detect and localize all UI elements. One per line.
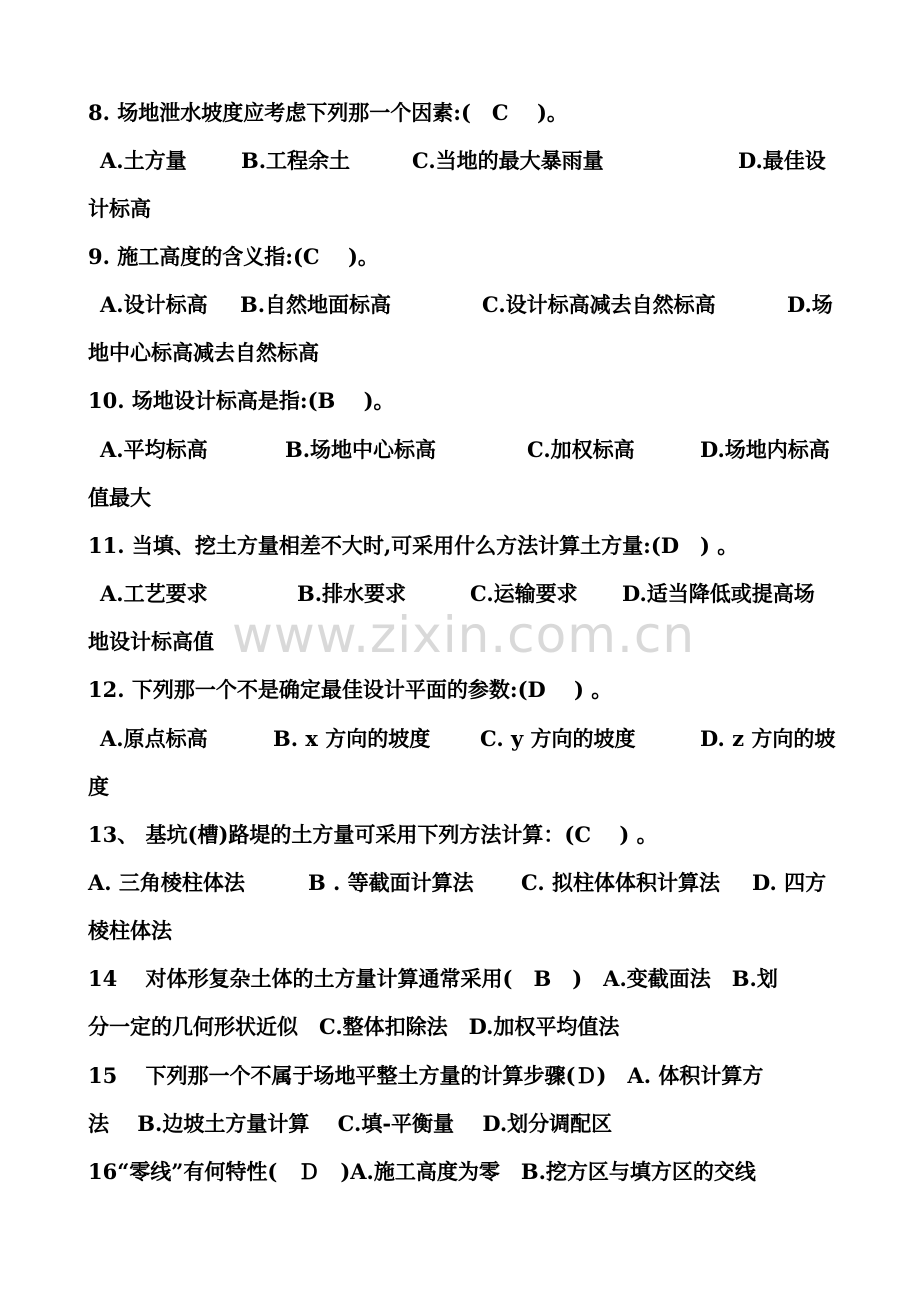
question-text: 11. 当填、挖土方量相差不大时,可采用什么方法计算土方量:(D ) 。 [88, 533, 739, 558]
option-d: D.场 [787, 292, 833, 317]
option-b: B. x 方向的坡度 [273, 726, 431, 751]
question-9-stem [0, 237, 920, 277]
option-d: D. z 方向的坡 [700, 726, 836, 751]
option-a: A. 三角棱柱体法 [88, 870, 245, 895]
question-text: 10. 场地设计标高是指:(B )。 [88, 388, 395, 413]
option-b: B.工程余土 [241, 148, 351, 173]
option-continuation: 分一定的几何形状近似 C.整体扣除法 D.加权平均值法 [88, 1014, 620, 1039]
option-a: A.设计标高 [100, 292, 208, 317]
question-text: 15 下列那一个不属于场地平整土方量的计算步骤(Ｄ) A. 体积计算方 [88, 1063, 764, 1088]
question-12-options [0, 719, 920, 759]
option-d: D.最佳设 [738, 148, 826, 173]
option-continuation: 地设计标高值 [88, 629, 214, 654]
question-13-stem [0, 815, 920, 855]
question-10-continuation [0, 478, 920, 518]
question-12-continuation [0, 767, 920, 807]
option-continuation: 计标高 [88, 196, 151, 221]
question-9-continuation [0, 333, 920, 373]
option-b: B.场地中心标高 [285, 437, 437, 462]
question-12-stem [0, 670, 920, 710]
option-d: D.场地内标高 [700, 437, 830, 462]
question-14-stem [0, 959, 920, 999]
option-continuation: 法 B.边坡土方量计算 C.填-平衡量 D.划分调配区 [88, 1111, 613, 1136]
question-text: 8. 场地泄水坡度应考虑下列那一个因素:( C )。 [88, 100, 568, 125]
option-a: A.工艺要求 [100, 581, 208, 606]
option-c: C.加权标高 [527, 437, 635, 462]
option-d: D.适当降低或提高场 [622, 581, 815, 606]
option-d: D. 四方 [752, 870, 827, 895]
question-10-stem [0, 381, 920, 421]
question-15-stem [0, 1056, 920, 1096]
question-16-stem [0, 1152, 920, 1192]
question-8-options [0, 141, 920, 181]
option-b: B.自然地面标高 [240, 292, 392, 317]
question-8-continuation [0, 189, 920, 229]
question-text: 12. 下列那一个不是确定最佳设计平面的参数:(D ) 。 [88, 677, 613, 702]
watermark: www.zixin.com.cn [232, 606, 696, 664]
option-c: C.设计标高减去自然标高 [482, 292, 716, 317]
option-c: C.当地的最大暴雨量 [412, 148, 604, 173]
option-c: C. y 方向的坡度 [480, 726, 636, 751]
option-b: B.排水要求 [297, 581, 407, 606]
question-9-options [0, 285, 920, 325]
option-continuation: 地中心标高减去自然标高 [88, 340, 319, 365]
option-continuation: 棱柱体法 [88, 918, 172, 943]
question-11-stem [0, 526, 920, 566]
option-continuation: 度 [88, 774, 109, 799]
option-a: A.原点标高 [100, 726, 208, 751]
question-13-options [0, 863, 920, 903]
option-b: B . 等截面计算法 [308, 870, 474, 895]
option-a: A.平均标高 [100, 437, 208, 462]
question-text: 16“零线”有何特性( Ｄ )A.施工高度为零 B.挖方区与填方区的交线 [88, 1159, 756, 1184]
question-13-continuation [0, 911, 920, 951]
option-c: C.运输要求 [470, 581, 578, 606]
option-continuation: 值最大 [88, 485, 151, 510]
question-10-options [0, 430, 920, 470]
question-15-continuation [0, 1104, 920, 1144]
option-c: C. 拟柱体体积计算法 [521, 870, 720, 895]
question-14-continuation [0, 1007, 920, 1047]
option-a: A.土方量 [100, 148, 187, 173]
question-text: 13、 基坑(槽)路堤的土方量可采用下列方法计算：(C ) 。 [88, 822, 658, 847]
question-text: 14 对体形复杂土体的土方量计算通常采用( B ) A.变截面法 B.划 [88, 966, 778, 991]
question-text: 9. 施工高度的含义指:(C )。 [88, 244, 379, 269]
question-8-stem [0, 93, 920, 133]
